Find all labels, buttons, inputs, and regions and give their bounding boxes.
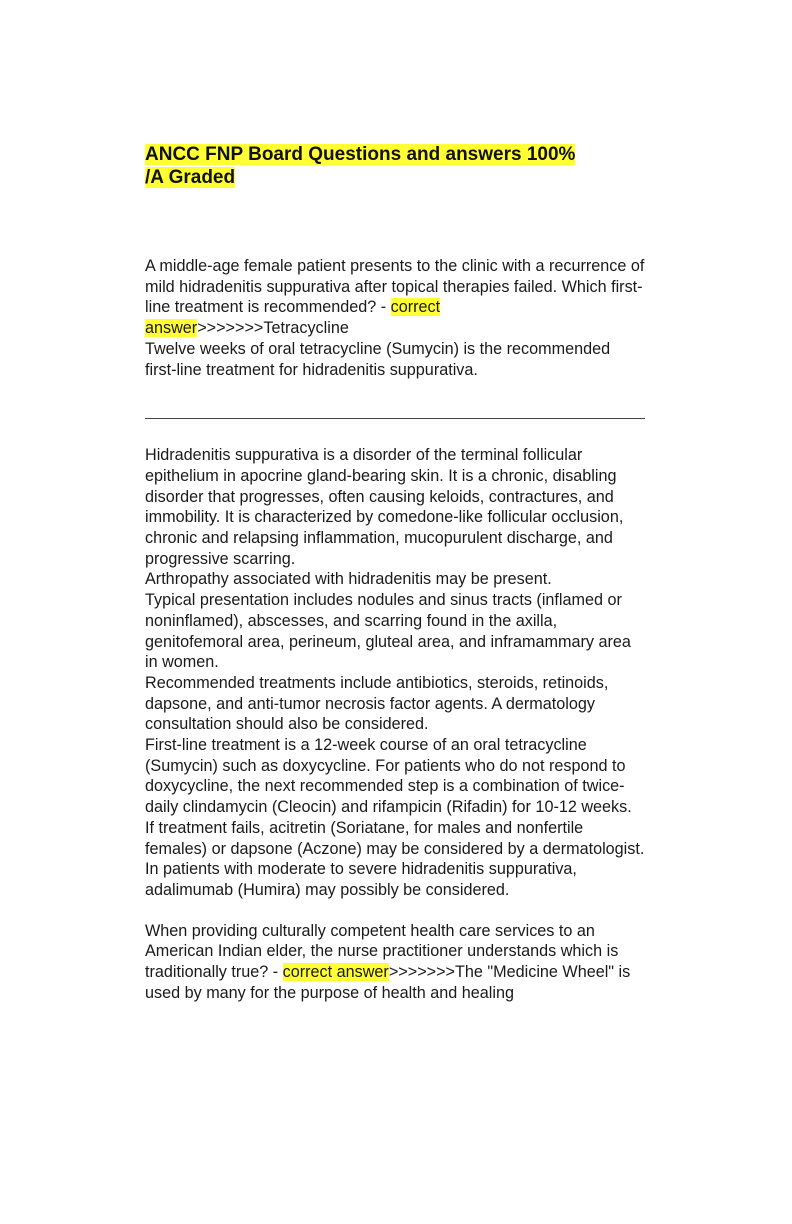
- document-page: [145, 143, 645, 1004]
- question-2: [145, 921, 645, 1004]
- explanation-paragraph-5: First-line treatment is a 12-week course of an oral tetracycline (Sumycin) such as doxycycline. For patients who do not respond to doxycycline, the next recommended step is a combination of twice-daily clindamycin (Cleocin) and rifampicin (Rifadin) for 10-12 weeks. If treatment fails, acitretin (Soriatane, for males and nonfertile females) or dapsone (Aczone) may be considered by a dermatologist. In patients with moderate to severe hidradenitis suppurativa, adalimumab (Humira) may possibly be considered.: [145, 736, 645, 899]
- explanation-paragraph-3: Typical presentation includes nodules and sinus tracts (inflamed or noninflamed), abscesses, and scarring found in the axilla, genitofemoral area, perineum, gluteal area, and inframammary area in women.: [145, 591, 631, 672]
- question-1-note: Twelve weeks of oral tetracycline (Sumycin) is the recommended first-line treatment for hidradenitis suppurativa.: [145, 339, 611, 379]
- question-1: [145, 256, 645, 380]
- explanation-paragraph-2: Arthropathy associated with hidradenitis may be present.: [145, 570, 552, 589]
- question-1-answer-tag: correct answer: [145, 298, 441, 338]
- question-1-text: A middle-age female patient presents to the clinic with a recurrence of mild hidradenitis suppurativa after topical therapies failed. Which first-line treatment is recommended? -: [145, 257, 645, 317]
- section-divider: [145, 418, 645, 419]
- document-title: [145, 143, 645, 189]
- title-line-1: ANCC FNP Board Questions and answers 100%: [145, 144, 576, 165]
- question-1-answer: >>>>>>>Tetracycline: [197, 319, 349, 338]
- explanation-paragraph-4: Recommended treatments include antibiotics, steroids, retinoids, dapsone, and anti-tumor necrosis factor agents. A dermatology consultation should also be considered.: [145, 673, 609, 734]
- title-line-2: /A Graded: [145, 167, 236, 188]
- question-2-text: When providing culturally competent health care services to an American Indian elder, the nurse practitioner understands which is traditionally true? -: [145, 921, 619, 982]
- question-2-answer-tag: correct answer: [282, 963, 389, 982]
- question-2-answer: >>>>>>>The "Medicine Wheel" is used by many for the purpose of health and healing: [145, 963, 631, 1002]
- explanation-section: [145, 445, 645, 900]
- explanation-paragraph-1: Hidradenitis suppurativa is a disorder of the terminal follicular epithelium in apocrine gland-bearing skin. It is a chronic, disabling disorder that progresses, often causing keloids, contractures, and immobility. It is characterized by comedone-like follicular occlusion, chronic and relapsing inflammation, mucopurulent discharge, and progressive scarring.: [145, 446, 624, 568]
